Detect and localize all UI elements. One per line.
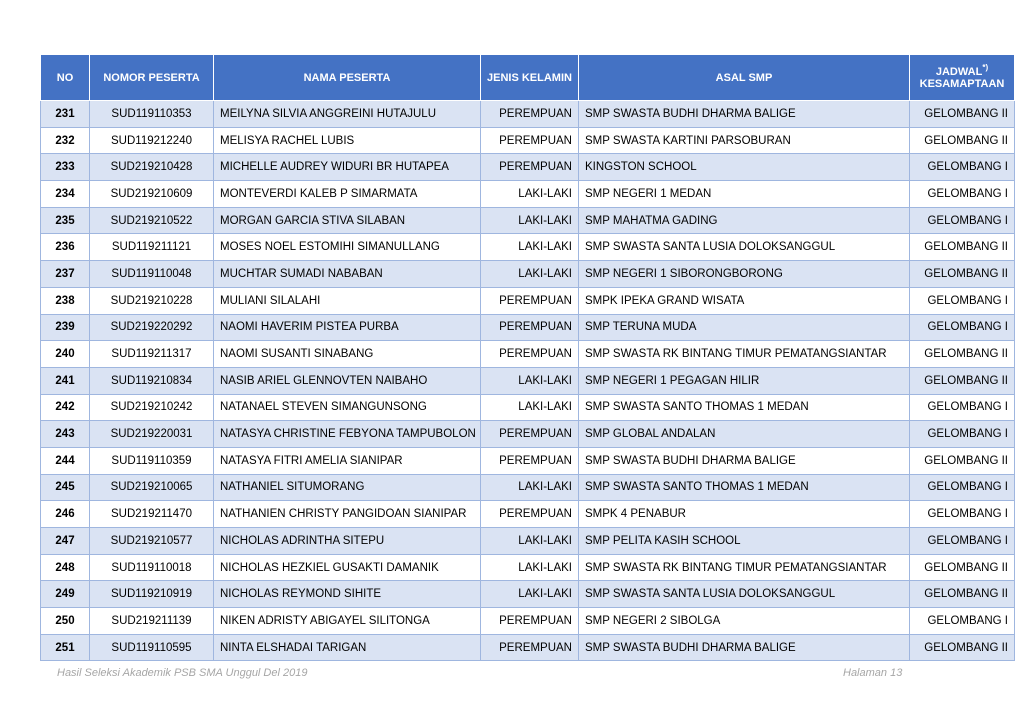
cell-jadwal-kesamaptaan: GELOMBANG II [910, 367, 1015, 394]
cell-nomor-peserta: SUD219211139 [90, 608, 214, 635]
header-no: NO [41, 55, 90, 101]
cell-nomor-peserta: SUD119210919 [90, 581, 214, 608]
table-header [41, 55, 1015, 101]
cell-nama-peserta: MICHELLE AUDREY WIDURI BR HUTAPEA [214, 154, 481, 181]
cell-nomor-peserta: SUD119110353 [90, 101, 214, 128]
cell-jadwal-kesamaptaan: GELOMBANG I [910, 474, 1015, 501]
cell-nama-peserta: MEILYNA SILVIA ANGGREINI HUTAJULU [214, 101, 481, 128]
cell-nomor-peserta: SUD219210428 [90, 154, 214, 181]
cell-asal-smp: SMPK 4 PENABUR [579, 501, 910, 528]
cell-nomor-peserta: SUD219210609 [90, 181, 214, 208]
cell-jenis-kelamin: PEREMPUAN [481, 314, 579, 341]
cell-no: 235 [41, 207, 90, 234]
cell-no: 232 [41, 127, 90, 154]
cell-no: 231 [41, 101, 90, 128]
cell-nama-peserta: MORGAN GARCIA STIVA SILABAN [214, 207, 481, 234]
cell-jenis-kelamin: LAKI-LAKI [481, 261, 579, 288]
cell-jadwal-kesamaptaan: GELOMBANG I [910, 528, 1015, 555]
cell-no: 247 [41, 528, 90, 555]
cell-asal-smp: SMP SWASTA RK BINTANG TIMUR PEMATANGSIANTAR [579, 341, 910, 368]
cell-asal-smp: SMP PELITA KASIH SCHOOL [579, 528, 910, 555]
table-row [41, 421, 1015, 448]
cell-jadwal-kesamaptaan: GELOMBANG II [910, 554, 1015, 581]
cell-nomor-peserta: SUD219210065 [90, 474, 214, 501]
cell-asal-smp: SMP TERUNA MUDA [579, 314, 910, 341]
table-row [41, 181, 1015, 208]
cell-nama-peserta: NICHOLAS HEZKIEL GUSAKTI DAMANIK [214, 554, 481, 581]
cell-jadwal-kesamaptaan: GELOMBANG I [910, 287, 1015, 314]
cell-jenis-kelamin: PEREMPUAN [481, 341, 579, 368]
cell-jadwal-kesamaptaan: GELOMBANG I [910, 207, 1015, 234]
cell-jenis-kelamin: LAKI-LAKI [481, 367, 579, 394]
table-row [41, 608, 1015, 635]
table-row [41, 394, 1015, 421]
table-row [41, 581, 1015, 608]
cell-nama-peserta: MUCHTAR SUMADI NABABAN [214, 261, 481, 288]
cell-asal-smp: SMP SWASTA SANTA LUSIA DOLOKSANGGUL [579, 581, 910, 608]
cell-no: 234 [41, 181, 90, 208]
cell-asal-smp: SMP GLOBAL ANDALAN [579, 421, 910, 448]
cell-no: 244 [41, 447, 90, 474]
header-jadwal-footnote-mark: *) [982, 62, 989, 72]
cell-jadwal-kesamaptaan: GELOMBANG I [910, 154, 1015, 181]
cell-asal-smp: SMP NEGERI 2 SIBOLGA [579, 608, 910, 635]
cell-asal-smp: SMP SWASTA BUDHI DHARMA BALIGE [579, 101, 910, 128]
table-row [41, 367, 1015, 394]
cell-no: 236 [41, 234, 90, 261]
cell-jenis-kelamin: PEREMPUAN [481, 287, 579, 314]
cell-asal-smp: SMP SWASTA BUDHI DHARMA BALIGE [579, 447, 910, 474]
table-row [41, 207, 1015, 234]
cell-no: 240 [41, 341, 90, 368]
cell-jenis-kelamin: LAKI-LAKI [481, 474, 579, 501]
cell-asal-smp: SMP SWASTA RK BINTANG TIMUR PEMATANGSIANTAR [579, 554, 910, 581]
cell-nomor-peserta: SUD219220292 [90, 314, 214, 341]
cell-no: 239 [41, 314, 90, 341]
cell-nomor-peserta: SUD219210522 [90, 207, 214, 234]
results-table [40, 54, 1015, 661]
table-row [41, 101, 1015, 128]
cell-jadwal-kesamaptaan: GELOMBANG II [910, 341, 1015, 368]
cell-jenis-kelamin: PEREMPUAN [481, 127, 579, 154]
cell-jadwal-kesamaptaan: GELOMBANG I [910, 501, 1015, 528]
cell-jenis-kelamin: PEREMPUAN [481, 608, 579, 635]
table-row [41, 314, 1015, 341]
header-kesamaptaan-label: KESAMAPTAAN [919, 77, 1005, 90]
table-row [41, 528, 1015, 555]
cell-nomor-peserta: SUD219211470 [90, 501, 214, 528]
header-nomor-peserta: NOMOR PESERTA [90, 55, 214, 101]
cell-asal-smp: SMP MAHATMA GADING [579, 207, 910, 234]
header-jadwal-label: JADWAL [935, 65, 983, 78]
cell-jenis-kelamin: PEREMPUAN [481, 634, 579, 661]
cell-asal-smp: KINGSTON SCHOOL [579, 154, 910, 181]
cell-jadwal-kesamaptaan: GELOMBANG I [910, 181, 1015, 208]
cell-nomor-peserta: SUD219210228 [90, 287, 214, 314]
cell-jadwal-kesamaptaan: GELOMBANG II [910, 581, 1015, 608]
cell-nama-peserta: NAOMI SUSANTI SINABANG [214, 341, 481, 368]
cell-nama-peserta: NAOMI HAVERIM PISTEA PURBA [214, 314, 481, 341]
cell-no: 246 [41, 501, 90, 528]
cell-nomor-peserta: SUD219210242 [90, 394, 214, 421]
cell-nomor-peserta: SUD119110048 [90, 261, 214, 288]
cell-jenis-kelamin: LAKI-LAKI [481, 528, 579, 555]
cell-nama-peserta: NIKEN ADRISTY ABIGAYEL SILITONGA [214, 608, 481, 635]
cell-jenis-kelamin: LAKI-LAKI [481, 234, 579, 261]
cell-jenis-kelamin: PEREMPUAN [481, 421, 579, 448]
cell-nama-peserta: MONTEVERDI KALEB P SIMARMATA [214, 181, 481, 208]
table-row [41, 554, 1015, 581]
cell-nomor-peserta: SUD219220031 [90, 421, 214, 448]
cell-jenis-kelamin: LAKI-LAKI [481, 581, 579, 608]
cell-jenis-kelamin: PEREMPUAN [481, 154, 579, 181]
cell-nomor-peserta: SUD119212240 [90, 127, 214, 154]
table-row [41, 287, 1015, 314]
cell-nama-peserta: NATHANIEN CHRISTY PANGIDOAN SIANIPAR [214, 501, 481, 528]
table-row [41, 234, 1015, 261]
cell-nama-peserta: NICHOLAS ADRINTHA SITEPU [214, 528, 481, 555]
cell-nama-peserta: MOSES NOEL ESTOMIHI SIMANULLANG [214, 234, 481, 261]
cell-nomor-peserta: SUD119211121 [90, 234, 214, 261]
cell-jadwal-kesamaptaan: GELOMBANG II [910, 127, 1015, 154]
cell-nama-peserta: MELISYA RACHEL LUBIS [214, 127, 481, 154]
cell-asal-smp: SMP NEGERI 1 PEGAGAN HILIR [579, 367, 910, 394]
cell-nomor-peserta: SUD219210577 [90, 528, 214, 555]
header-jenis-kelamin: JENIS KELAMIN [481, 55, 579, 101]
cell-nama-peserta: NINTA ELSHADAI TARIGAN [214, 634, 481, 661]
cell-jadwal-kesamaptaan: GELOMBANG II [910, 634, 1015, 661]
cell-jenis-kelamin: LAKI-LAKI [481, 207, 579, 234]
cell-asal-smp: SMP SWASTA SANTO THOMAS 1 MEDAN [579, 474, 910, 501]
cell-no: 248 [41, 554, 90, 581]
cell-asal-smp: SMP SWASTA KARTINI PARSOBURAN [579, 127, 910, 154]
footer-page-number: Halaman 13 [843, 667, 903, 679]
cell-nomor-peserta: SUD119110595 [90, 634, 214, 661]
cell-asal-smp: SMP SWASTA BUDHI DHARMA BALIGE [579, 634, 910, 661]
table-row [41, 341, 1015, 368]
table-row [41, 127, 1015, 154]
cell-asal-smp: SMPK IPEKA GRAND WISATA [579, 287, 910, 314]
cell-no: 238 [41, 287, 90, 314]
cell-no: 250 [41, 608, 90, 635]
cell-nomor-peserta: SUD119210834 [90, 367, 214, 394]
cell-nama-peserta: MULIANI SILALAHI [214, 287, 481, 314]
cell-asal-smp: SMP NEGERI 1 MEDAN [579, 181, 910, 208]
cell-jadwal-kesamaptaan: GELOMBANG I [910, 394, 1015, 421]
cell-no: 233 [41, 154, 90, 181]
table-row [41, 501, 1015, 528]
cell-asal-smp: SMP SWASTA SANTO THOMAS 1 MEDAN [579, 394, 910, 421]
cell-asal-smp: SMP NEGERI 1 SIBORONGBORONG [579, 261, 910, 288]
table-row [41, 447, 1015, 474]
cell-no: 242 [41, 394, 90, 421]
header-row [41, 55, 1015, 101]
header-nama-peserta: NAMA PESERTA [214, 55, 481, 101]
cell-no: 237 [41, 261, 90, 288]
table-body [41, 101, 1015, 661]
header-asal-smp: ASAL SMP [579, 55, 910, 101]
cell-nama-peserta: NATASYA FITRI AMELIA SIANIPAR [214, 447, 481, 474]
table-row [41, 154, 1015, 181]
cell-jadwal-kesamaptaan: GELOMBANG II [910, 234, 1015, 261]
cell-nama-peserta: NATANAEL STEVEN SIMANGUNSONG [214, 394, 481, 421]
cell-jadwal-kesamaptaan: GELOMBANG II [910, 447, 1015, 474]
table-row [41, 474, 1015, 501]
cell-no: 245 [41, 474, 90, 501]
cell-nama-peserta: NICHOLAS REYMOND SIHITE [214, 581, 481, 608]
cell-no: 243 [41, 421, 90, 448]
cell-nama-peserta: NATASYA CHRISTINE FEBYONA TAMPUBOLON [214, 421, 481, 448]
cell-jadwal-kesamaptaan: GELOMBANG I [910, 421, 1015, 448]
cell-jadwal-kesamaptaan: GELOMBANG II [910, 261, 1015, 288]
header-jadwal-kesamaptaan [910, 55, 1015, 101]
cell-jenis-kelamin: LAKI-LAKI [481, 394, 579, 421]
cell-asal-smp: SMP SWASTA SANTA LUSIA DOLOKSANGGUL [579, 234, 910, 261]
cell-nomor-peserta: SUD119110359 [90, 447, 214, 474]
cell-jadwal-kesamaptaan: GELOMBANG I [910, 314, 1015, 341]
cell-jadwal-kesamaptaan: GELOMBANG I [910, 608, 1015, 635]
cell-nomor-peserta: SUD119110018 [90, 554, 214, 581]
table-row [41, 261, 1015, 288]
cell-jenis-kelamin: PEREMPUAN [481, 501, 579, 528]
cell-no: 241 [41, 367, 90, 394]
cell-jenis-kelamin: LAKI-LAKI [481, 554, 579, 581]
cell-no: 251 [41, 634, 90, 661]
cell-jenis-kelamin: LAKI-LAKI [481, 181, 579, 208]
cell-jadwal-kesamaptaan: GELOMBANG II [910, 101, 1015, 128]
cell-nomor-peserta: SUD119211317 [90, 341, 214, 368]
cell-jenis-kelamin: PEREMPUAN [481, 447, 579, 474]
table-row [41, 634, 1015, 661]
cell-nama-peserta: NASIB ARIEL GLENNOVTEN NAIBAHO [214, 367, 481, 394]
cell-nama-peserta: NATHANIEL SITUMORANG [214, 474, 481, 501]
cell-jenis-kelamin: PEREMPUAN [481, 101, 579, 128]
cell-no: 249 [41, 581, 90, 608]
footer-document-title: Hasil Seleksi Akademik PSB SMA Unggul Del 2019 [57, 667, 308, 679]
